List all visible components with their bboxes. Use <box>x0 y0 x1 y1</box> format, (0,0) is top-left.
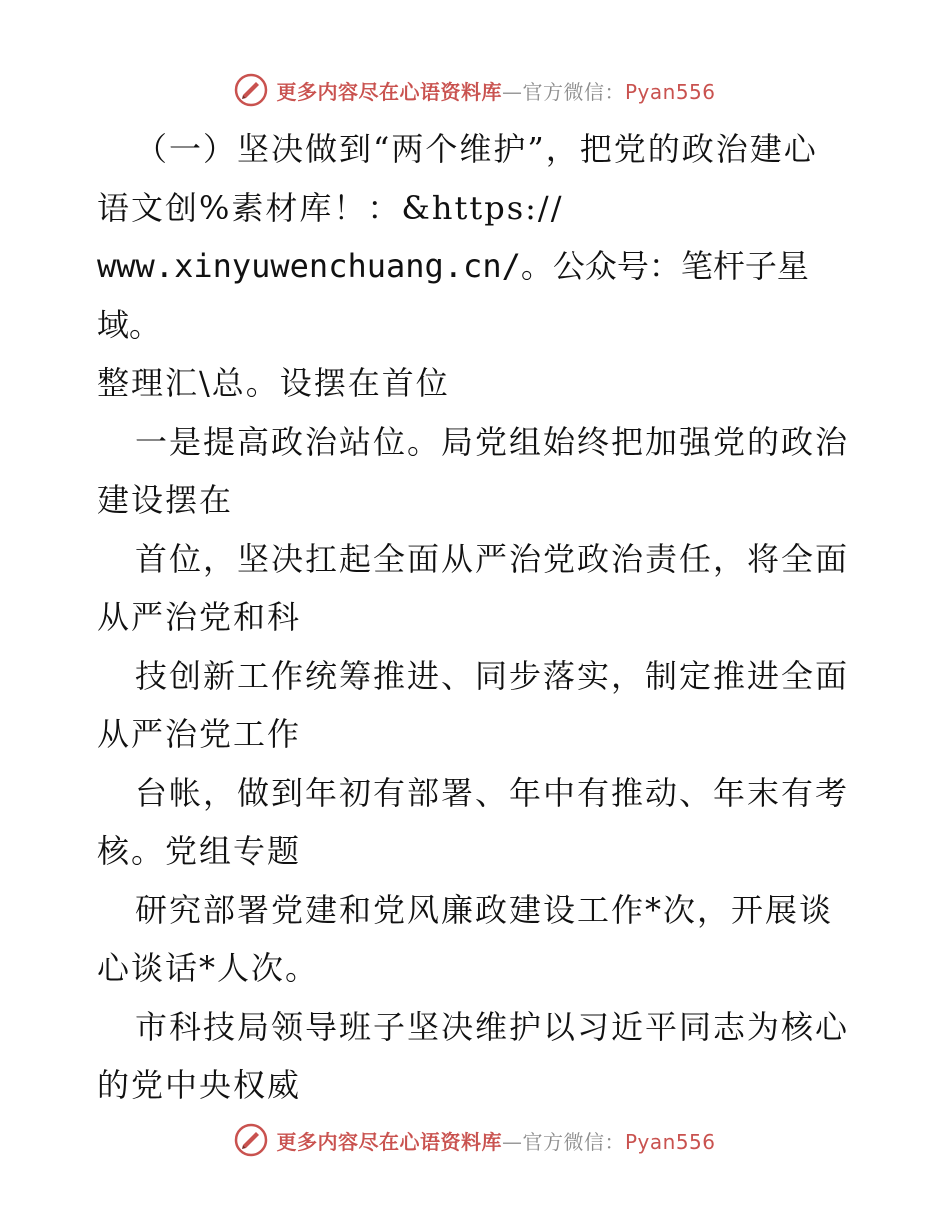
text-line: 台帐，做到年初有部署、年中有推动、年末有考 <box>135 773 850 812</box>
banner-separator: — <box>501 1129 523 1154</box>
document-body <box>97 120 857 1115</box>
text-line: 语文创%素材库！：&https:// <box>97 188 564 227</box>
footer-banner <box>0 1120 950 1160</box>
text-line: 技创新工作统筹推进、同步落实，制定推进全面 <box>135 656 850 695</box>
text-line: 核。党组专题 <box>97 832 302 870</box>
banner-text <box>276 1126 715 1155</box>
paragraph <box>97 998 857 1115</box>
header-banner <box>0 70 950 110</box>
paragraph <box>97 764 857 881</box>
text-line: 的党中央权威 <box>97 1066 302 1104</box>
quill-book-icon <box>234 73 268 107</box>
banner-wechat-id: Pyan556 <box>624 79 716 104</box>
banner-separator: — <box>501 79 523 104</box>
paragraph <box>97 647 857 764</box>
text-line: 从严治党和科 <box>97 598 302 636</box>
text-line: 从严治党工作 <box>97 715 302 753</box>
banner-wechat-id: Pyan556 <box>624 1129 716 1154</box>
paragraph <box>97 413 857 530</box>
text-line: 整理汇\总。设摆在首位 <box>97 364 450 402</box>
text-line: 首位，坚决扛起全面从严治党政治责任，将全面 <box>135 539 850 578</box>
text-line: 建设摆在 <box>97 481 234 519</box>
text-line: 心谈话*人次。 <box>97 949 320 987</box>
paragraph <box>97 881 857 998</box>
text-line: 研究部署党建和党风廉政建设工作*次，开展谈 <box>135 890 834 929</box>
banner-wechat-label: 官方微信： <box>522 1129 625 1154</box>
text-line: （一）坚决做到“两个维护”，把党的政治建心 <box>135 130 818 168</box>
text-line: 一是提高政治站位。局党组始终把加强党的政治 <box>135 422 850 461</box>
banner-main-text: 更多内容尽在心语资料库 <box>276 79 502 104</box>
text-line: 市科技局领导班子坚决维护以习近平同志为核心 <box>135 1007 850 1046</box>
banner-main-text: 更多内容尽在心语资料库 <box>276 1129 502 1154</box>
paragraph <box>97 120 857 413</box>
quill-book-icon <box>234 1123 268 1157</box>
text-line-url: www.xinyuwenchuang.cn/。公众号：笔杆子星域。 <box>97 247 809 344</box>
paragraph <box>97 530 857 647</box>
banner-wechat-label: 官方微信： <box>522 79 625 104</box>
banner-text <box>276 76 715 105</box>
